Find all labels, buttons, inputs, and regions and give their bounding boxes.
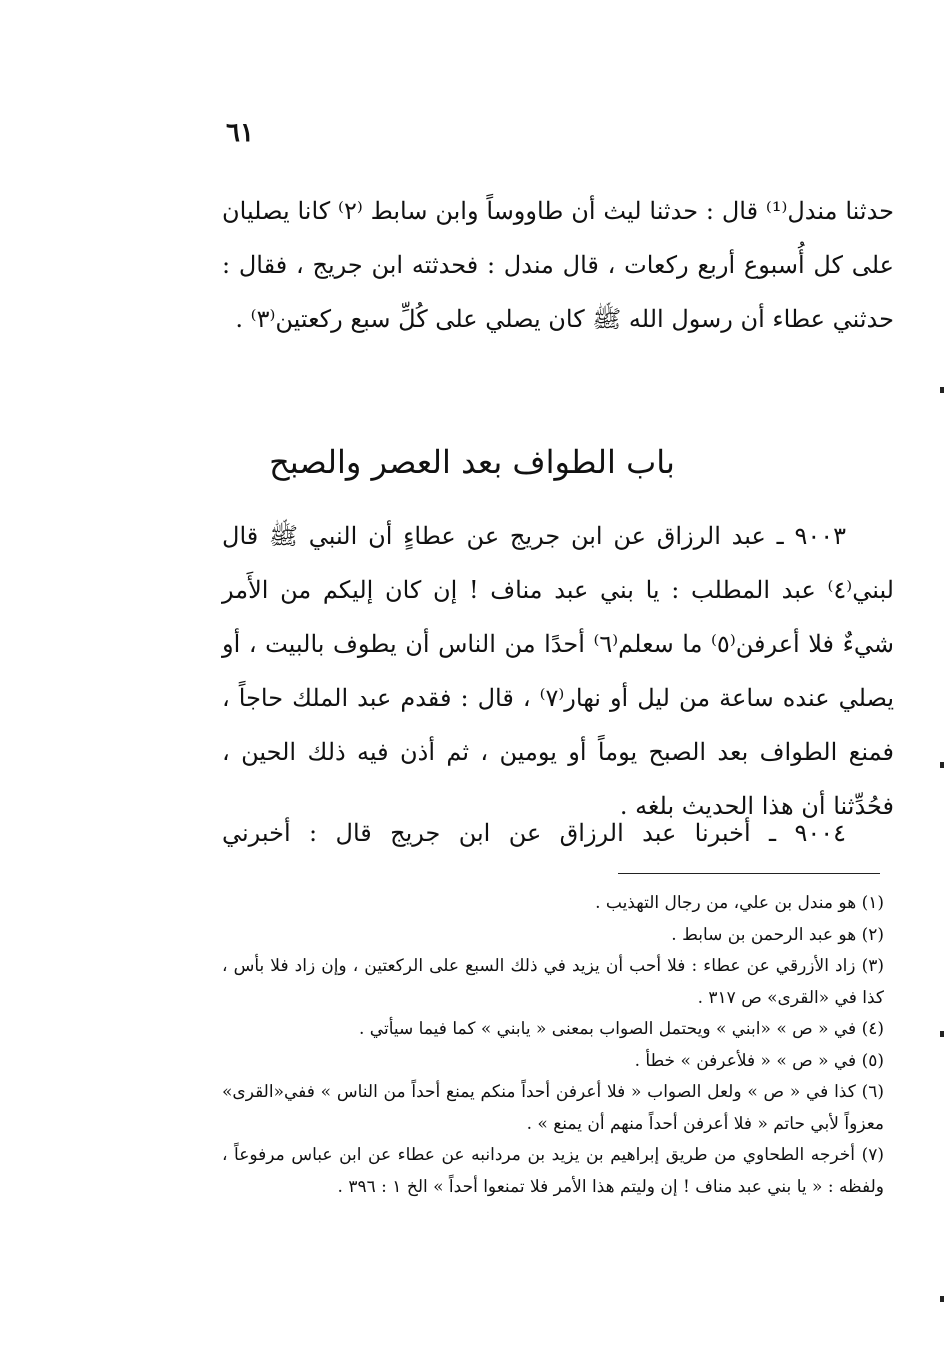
footnote-2: (٢) هو عبد الرحمن بن سابط .	[671, 924, 884, 945]
chapter-title: باب الطواف بعد العصر والصبح	[269, 443, 675, 481]
footnotes-list	[222, 888, 884, 1203]
hadith-9003: ٩٠٠٣ ـ عبد الرزاق عن ابن جريج عن عطاءٍ أن النبي ﷺ قال لبني⁽٤⁾ عبد المطلب : يا بني عبد مناف ! إن كان إليكم من الأَمر شيءٌ فلا أعرفن⁽٥⁾ ما سعلم⁽٦⁾ أحدًا من الناس أن يطوف بالبيت ، أو يصلي عنده ساعة من ليل أو نهار⁽٧⁾ ، قال : فقدم عبد الملك حاجاً ، فمنع الطواف بعد الصبح يوماً أو يومين ، ثم أذن فيه ذلك الحين ، فحُدِّثنا أن هذا الحديث بلغه .	[222, 522, 895, 820]
paragraph-continuation: حدثنا مندل⁽¹⁾ قال : حدثنا ليث أن طاووساً وابن سابط ⁽٢⁾ كانا يصليان على كل أُسبوع أربع ركعات ، قال مندل : فحدثته ابن جريج ، فقال : حدثني عطاء أن رسول الله ﷺ كان يصلي على كُلِّ سبع ركعتين⁽٣⁾ .	[222, 197, 895, 333]
footnote-separator	[618, 873, 880, 874]
footnote-3: (٣) زاد الأزرقي عن عطاء : فلا أحب أن يزيد في ذلك السبع على الركعتين ، وإن زاد فلا بأس ، كذا في «القرى» ص ٣١٧ .	[222, 956, 884, 1008]
margin-mark	[940, 387, 944, 393]
footnote-1: (١) هو مندل بن علي، من رجال التهذيب .	[595, 893, 884, 913]
hadith-9004: ٩٠٠٤ ـ أخبرنا عبد الرزاق عن ابن جريج قال : أخبرني	[222, 819, 846, 847]
margin-mark	[940, 1031, 944, 1037]
footnote-7: (٧) أخرجه الطحاوي من طريق إبراهيم بن يزيد بن مردانبه عن عطاء عن ابن عباس مرفوعاً ، ولفظه : « يا بني عبد مناف ! إن وليتم هذا الأمر فلا تمنعوا أحداً » الخ ١ : ٣٩٦ .	[222, 1145, 884, 1197]
page-number: ٦١	[226, 118, 254, 148]
footnote-5: (٥) في « ص » « فلأعرفن » خطأ .	[634, 1050, 884, 1071]
footnote-6: (٦) كذا في « ص » ولعل الصواب « فلا أعرفن أحداً منكم يمنع أحداً من الناس » ففي«القرى» معزواً لأبي حاتم « فلا أعرفن أحداً منهم أن يمنع » .	[222, 1082, 884, 1134]
margin-mark	[940, 762, 944, 768]
footnote-4: (٤) في « ص » «ابني » ويحتمل الصواب بمعنى « يابني » كما فيما سيأتي .	[358, 1019, 884, 1039]
margin-mark	[940, 1296, 944, 1302]
